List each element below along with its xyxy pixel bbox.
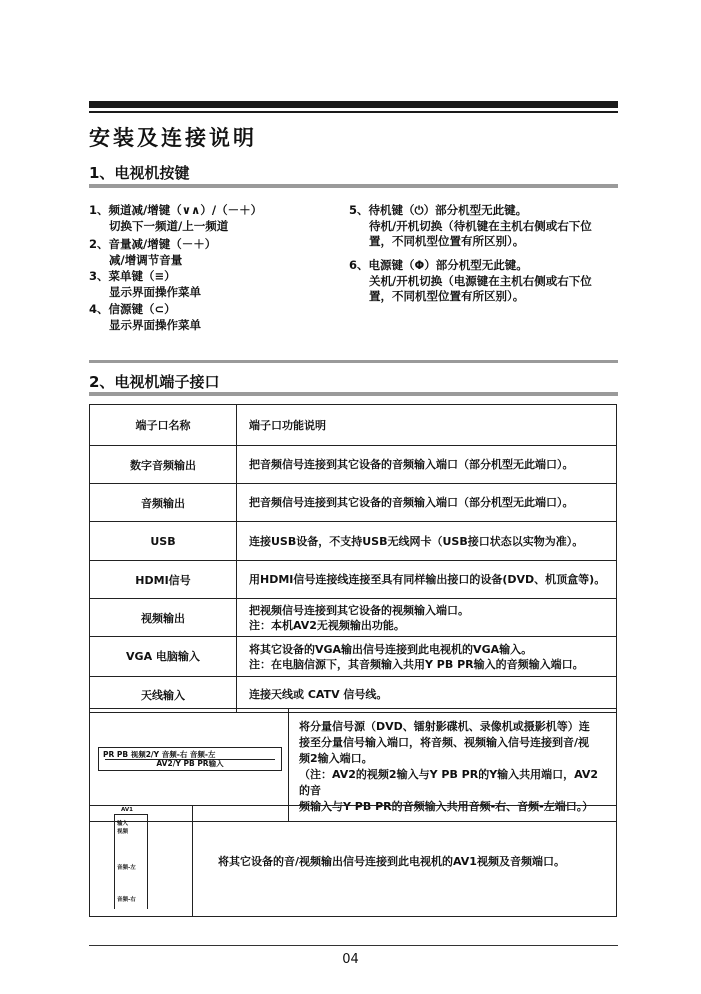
table-row bbox=[90, 561, 617, 599]
component-desc: 将分量信号源（DVD、镭射影碟机、录像机或摄影机等）连 接至分量信号输入端口，将音频、视频输入信号连接到音/视 频2输入端口。 （注：AV2的视频2输入与Y PB PR的Y输入共用端口，AV2的音 频输入与Y PB PR的音频输入共用音频-右、音频-左端口。） bbox=[289, 709, 617, 822]
port-name: 天线输入 bbox=[90, 677, 237, 713]
footer-rule bbox=[89, 945, 618, 946]
table-row-av1 bbox=[90, 806, 617, 917]
table-row bbox=[90, 484, 617, 522]
section2-rule bbox=[89, 392, 618, 396]
port-name: USB bbox=[90, 522, 237, 561]
component-connector-panel bbox=[98, 747, 282, 771]
port-desc: 把音频信号连接到其它设备的音频输入端口（部分机型无此端口）。 bbox=[237, 484, 617, 522]
section1-rule bbox=[89, 184, 618, 188]
key-item-2: 2、音量减/增键（－＋） 减/增调节音量 bbox=[89, 237, 217, 267]
key-item-6: 6、电源键（Φ）部分机型无此键。 关机/开机切换（电源键在主机右侧或右下位 置，不同机型位置有所区别）。 bbox=[349, 258, 592, 303]
port-desc: 把音频信号连接到其它设备的音频输入端口（部分机型无此端口）。 bbox=[237, 446, 617, 484]
port-name: HDMI信号 bbox=[90, 561, 237, 599]
port-name: 数字音频输出 bbox=[90, 446, 237, 484]
port-desc: 连接天线或 CATV 信号线。 bbox=[237, 677, 617, 713]
page-title: 安装及连接说明 bbox=[89, 126, 257, 150]
section2-title: 2、电视机端子接口 bbox=[89, 373, 220, 391]
port-name: VGA 电脑输入 bbox=[90, 637, 237, 677]
key-item-4: 4、信源键（⊂） 显示界面操作菜单 bbox=[89, 302, 201, 332]
header-desc: 端子口功能说明 bbox=[237, 405, 617, 446]
ports-table bbox=[89, 404, 617, 713]
av1-diagram bbox=[90, 806, 193, 917]
component-connector-labels: PR PB 视频2/Y 音频-右 音频-左 bbox=[103, 750, 216, 759]
av1-desc: 将其它设备的音/视频输出信号连接到此电视机的AV1视频及音频端口。 bbox=[193, 806, 617, 917]
page-number: 04 bbox=[342, 952, 359, 967]
header-name: 端子口名称 bbox=[90, 405, 237, 446]
header-rule-thin bbox=[89, 111, 618, 113]
key-item-3: 3、菜单键（≡） 显示界面操作菜单 bbox=[89, 269, 201, 299]
table-row bbox=[90, 637, 617, 677]
header-rule-thick bbox=[89, 101, 618, 108]
port-desc: 将其它设备的VGA输出信号连接到此电视机的VGA输入。 注：在电脑信源下，其音频输入共用Y PB PR输入的音频输入端口。 bbox=[237, 637, 617, 677]
port-name: 音频输出 bbox=[90, 484, 237, 522]
port-desc: 连接USB设备，不支持USB无线网卡（USB接口状态以实物为准）。 bbox=[237, 522, 617, 561]
table-row bbox=[90, 599, 617, 637]
port-name: 视频输出 bbox=[90, 599, 237, 637]
port-desc: 用HDMI信号连接线连接至具有同样输出接口的设备(DVD、机顶盒等)。 bbox=[237, 561, 617, 599]
table-row bbox=[90, 522, 617, 561]
component-input-label: AV2/Y PB PR输入 bbox=[156, 759, 224, 768]
section1-title: 1、电视机按键 bbox=[89, 164, 190, 182]
table-header-row bbox=[90, 405, 617, 446]
key-item-5: 5、待机键（⏻）部分机型无此键。 待机/开机切换（待机键在主机右侧或右下位 置，不同机型位置有所区别）。 bbox=[349, 203, 592, 248]
table-row bbox=[90, 446, 617, 484]
av1-connector-panel: AV1 输入 视频 音频-左 音频-右 bbox=[114, 814, 148, 909]
port-desc: 把视频信号连接到其它设备的视频输入端口。 注：本机AV2无视频输出功能。 bbox=[237, 599, 617, 637]
section2-top-rule bbox=[89, 360, 618, 363]
key-item-1: 1、频道减/增键（∨∧）/（－＋） 切换下一频道/上一频道 bbox=[89, 203, 263, 233]
ports-table-av1 bbox=[89, 805, 617, 917]
